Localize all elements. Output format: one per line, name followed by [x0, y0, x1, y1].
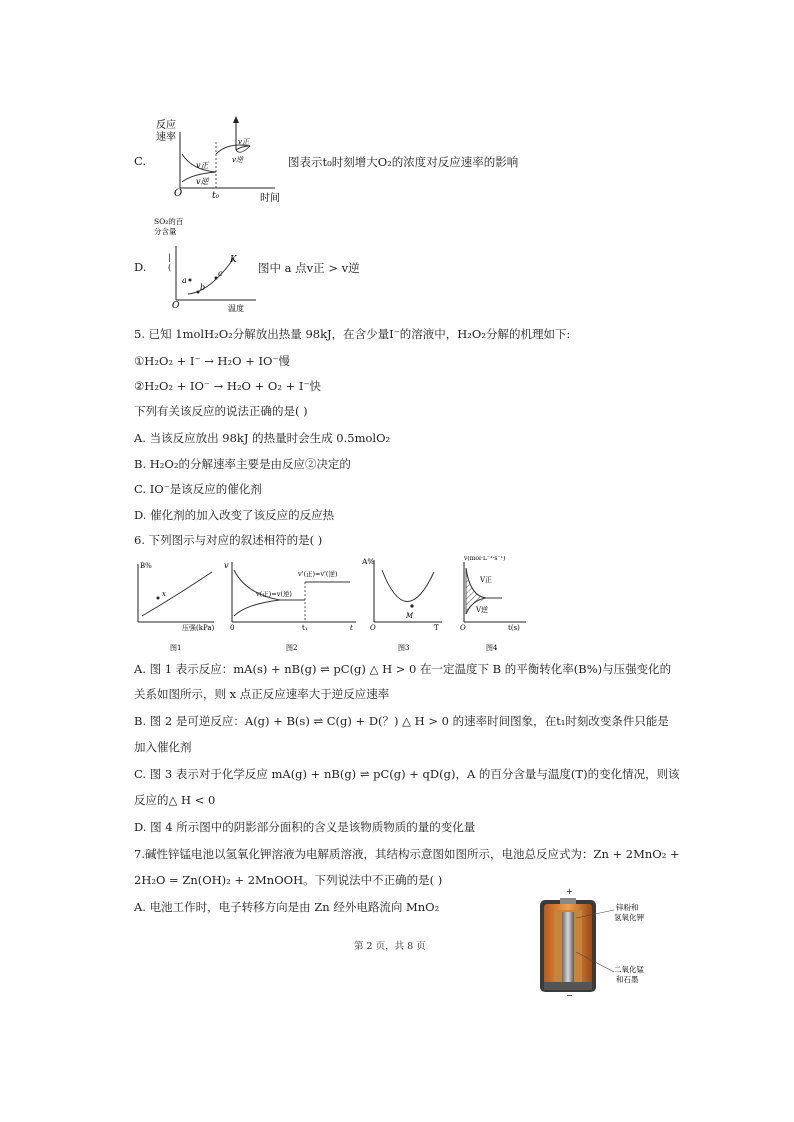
q6-option-d: D. 图 4 所示图中的阴影部分面积的含义是该物质物质的量的变化量 — [134, 820, 476, 834]
d-origin: O — [172, 301, 180, 311]
fig3-origin: O — [370, 624, 376, 632]
d-ylabel1: SO₂的百 — [154, 217, 184, 226]
option-d-graph — [150, 214, 262, 314]
d-pt-b: b — [200, 283, 206, 292]
q5-step2: ②H₂O₂ + IO⁻ → H₂O + O₂ + I⁻快 — [134, 379, 322, 393]
c-ylabel1: 反应 — [156, 120, 176, 131]
c-vr: v逆 — [196, 177, 209, 186]
q6-option-c-line2: 反应的△ H < 0 — [134, 793, 216, 807]
fig1-caption: 图1 — [170, 644, 182, 652]
fig2-t1: t₁ — [302, 624, 308, 632]
so2-temperature-graph — [150, 214, 262, 314]
option-d-text: 图中 a 点v正 > v逆 — [258, 261, 360, 275]
battery-minus: − — [566, 991, 573, 1000]
fig3-xlabel: T — [434, 624, 439, 632]
c-xlabel: 时间 — [260, 193, 280, 204]
q5-step1: ①H₂O₂ + I⁻ → H₂O + IO⁻慢 — [134, 354, 291, 368]
alkaline-battery-illustration — [536, 886, 656, 1000]
q5-option-b: B. H₂O₂的分解速率主要是由反应②决定的 — [134, 457, 351, 471]
q5-option-d: D. 催化剂的加入改变了该反应的反应热 — [134, 508, 335, 522]
point-a — [189, 279, 192, 282]
fig1-pt: x — [162, 590, 166, 598]
d-pt-a: a — [182, 276, 187, 285]
fig2-origin: 0 — [230, 624, 235, 632]
fig3 — [361, 557, 442, 652]
svg-text:|: | — [168, 253, 171, 262]
option-c-graph — [150, 112, 286, 204]
c-vf: v正 — [196, 161, 209, 170]
d-pt-c: c — [218, 269, 223, 278]
d-xlabel: 温度 — [228, 304, 244, 313]
fig2 — [224, 561, 356, 652]
q6-stem: 6. 下列图示与对应的叙述相符的是( ) — [134, 533, 323, 547]
d-pt-k: K — [230, 255, 237, 265]
c-ylabel2: 速率 — [156, 132, 176, 143]
battery-label2b: 和石墨 — [616, 975, 639, 984]
q7-stem-line2: 2H₂O = Zn(OH)₂ + 2MnOOH。下列说法中不正确的是( ) — [134, 873, 443, 887]
fig3-ylabel: A% — [362, 557, 375, 566]
q5-prompt: 下列有关该反应的说法正确的是( ) — [134, 404, 308, 418]
battery-label1a: 锌粉和 — [616, 903, 639, 912]
q6-option-a-line1: A. 图 1 表示反应：mA(s) + nB(g) ⇌ pC(g) △ H > 0 在一定温度下 B 的平衡转化率(B%)与压强变化的 — [134, 662, 672, 676]
q5-stem: 5. 已知 1molH₂O₂分解放出热量 98kJ，在含少量I⁻的溶液中，H₂O₂分解的机理如下: — [134, 327, 571, 341]
q6-figure-row — [130, 556, 530, 656]
option-d-letter: D. — [134, 260, 147, 274]
fig2-caption: 图2 — [286, 644, 298, 652]
fig4-origin: O — [460, 624, 466, 632]
option-c-letter: C. — [134, 154, 147, 168]
q7-stem-line1: 7.碱性锌锰电池以氢氧化钾溶液为电解质溶液，其结构示意图如图所示，电池总反应式为：Zn + 2MnO₂ + — [134, 847, 680, 861]
battery-label1b: 氢氧化钾 — [614, 913, 644, 922]
q7-option-a: A. 电池工作时，电子转移方向是由 Zn 经外电路流向 MnO₂ — [134, 900, 440, 914]
fig4-ylabel: v(mol·L⁻¹·s⁻¹) — [464, 556, 506, 562]
fig2-eq1: v'(正)=v'(逆) — [298, 570, 338, 578]
q6-option-b-line2: 加入催化剂 — [134, 740, 192, 754]
q6-figures — [130, 556, 530, 656]
svg-text:(: ( — [168, 263, 172, 272]
page-footer: 第 2 页，共 8 页 — [354, 941, 426, 952]
option-c-text: 图表示t₀时刻增大O₂的浓度对反应速率的影响 — [288, 155, 519, 169]
rate-time-graph — [150, 112, 286, 204]
fig2-eq2: v(正)=v(逆) — [256, 590, 292, 598]
q5-option-a: A. 当该反应放出 98kJ 的热量时会生成 0.5molO₂ — [134, 431, 391, 445]
fig3-pt: M — [406, 612, 414, 620]
c-vr2: v逆 — [232, 156, 243, 164]
c-vf2: v正 — [238, 138, 249, 146]
c-origin: O — [174, 188, 183, 199]
d-ylabel2: 分含量 — [154, 227, 177, 236]
fig4 — [460, 556, 526, 652]
q5-option-c: C. IO⁻是该反应的催化剂 — [134, 482, 262, 496]
fig1-xlabel: 压强(kPa) — [182, 624, 215, 632]
fig2-t: t — [350, 624, 353, 632]
c-t0: t₀ — [212, 191, 220, 201]
fig3-caption: 图3 — [398, 644, 410, 652]
q6-option-a-line2: 关系如图所示，则 x 点正反应速率大于逆反应速率 — [134, 687, 390, 701]
fig1 — [138, 562, 215, 652]
fig4-vf: V正 — [480, 576, 493, 584]
fig1-ylabel: B% — [140, 562, 152, 570]
fig2-ylabel: v — [224, 561, 229, 570]
fig4-caption: 图4 — [486, 644, 498, 652]
q6-option-c-line1: C. 图 3 表示对于化学反应 mA(g) + nB(g) ⇌ pC(g) + qD(g)，A 的百分含量与温度(T)的变化情况，则该 — [134, 767, 680, 781]
battery-diagram — [536, 886, 656, 1000]
battery-plus: + — [566, 887, 573, 896]
fig4-xlabel: t(s) — [508, 624, 520, 632]
battery-label2a: 二氧化锰 — [614, 965, 644, 974]
fig4-vr: V逆 — [476, 606, 489, 614]
q6-option-b-line1: B. 图 2 是可逆反应：A(g) + B(s) ⇌ C(g) + D(？) △ H > 0 的速率时间图象，在t₁时刻改变条件只能是 — [134, 714, 669, 728]
